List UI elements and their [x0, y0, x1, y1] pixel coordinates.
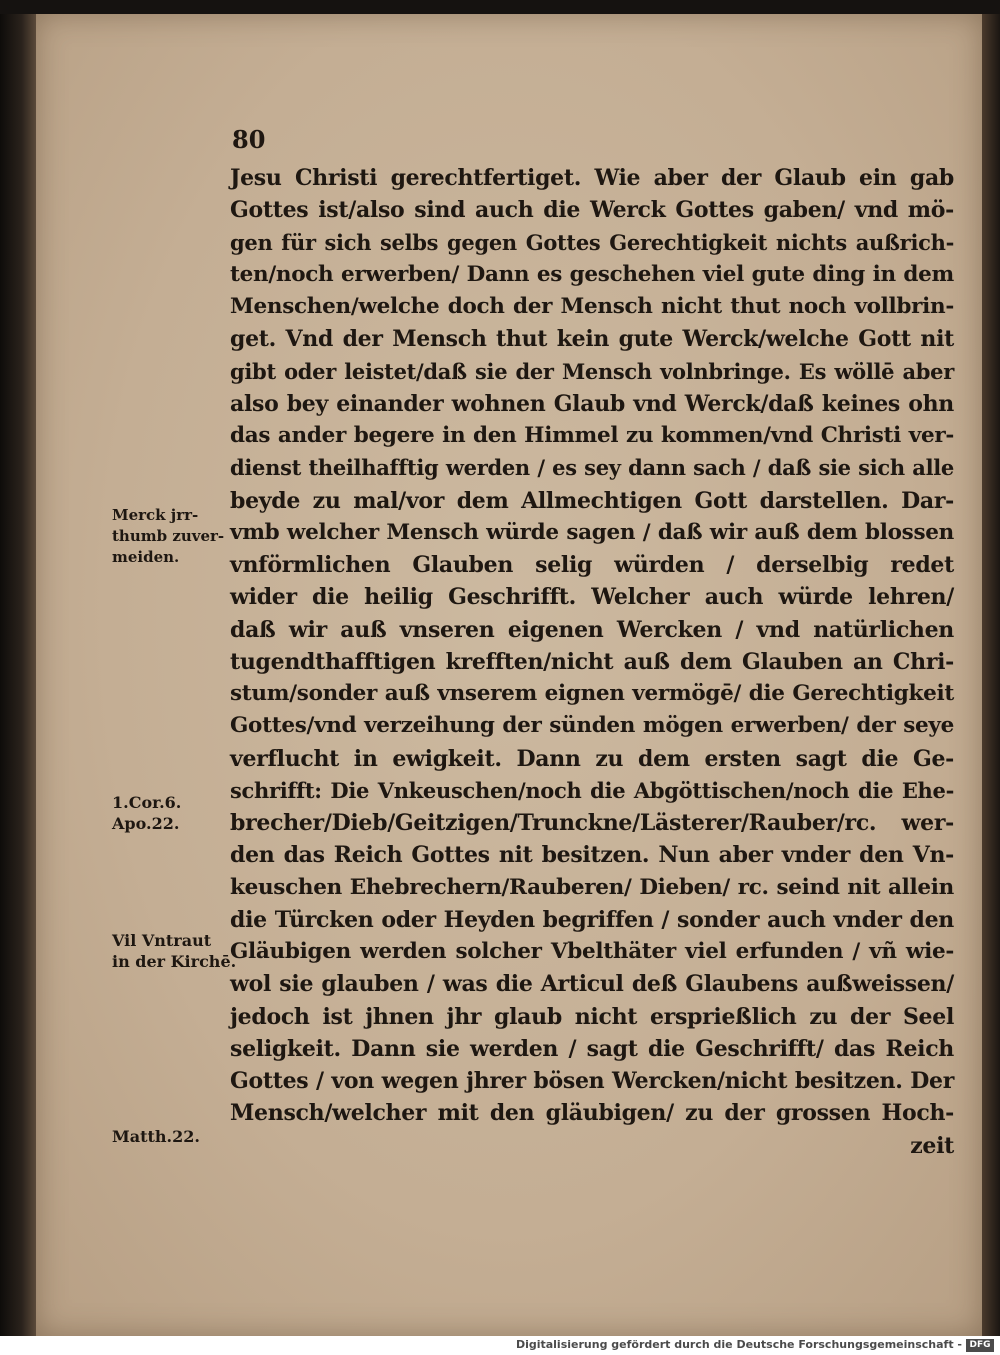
text-line: wider die heilig Geschrifft. Welcher auch würde lehren/ [230, 584, 954, 611]
text-line: get. Vnd der Mensch thut kein gute Werck/welche Gott nit [230, 326, 954, 353]
text-line: seligkeit. Dann sie werden / sagt die Geschrifft/ das Reich [230, 1035, 954, 1062]
text-line: verflucht in ewigkeit. Dann zu dem ersten sagt die Ge- [230, 745, 954, 772]
marginal-line: Vil Vntraut [112, 931, 212, 950]
text-line: dienst theilhafftig werden / es sey dann sach / daß sie sich alle [230, 455, 954, 481]
text-line: stum/sonder auß vnserem eignen vermögē/ die Gerechtigkeit [230, 681, 954, 706]
text-line: keuschen Ehebrechern/Rauberen/ Dieben/ rc. seind nit allein [230, 874, 954, 900]
marginal-note [112, 930, 252, 972]
text-line: Jesu Christi gerechtfertiget. Wie aber der Glaub ein gab [230, 165, 954, 191]
text-line: vmb welcher Mensch würde sagen / daß wir auß dem blossen [230, 519, 954, 545]
text-line: Menschen/welche doch der Mensch nicht thut noch vollbrin- [230, 294, 954, 319]
text-line: die Türcken oder Heyden begriffen / sonder auch vnder den [230, 906, 954, 933]
text-line: Gottes/vnd verzeihung der sünden mögen erwerben/ der seye [230, 713, 954, 739]
main-text-block [230, 162, 954, 1162]
book-binding [0, 14, 36, 1336]
marginal-line: in der Kirchē. [112, 952, 237, 971]
text-line: vnförmlichen Glauben selig würden / derselbig redet [230, 552, 954, 578]
text-line: beyde zu mal/vor dem Allmechtigen Gott darstellen. Dar- [230, 487, 954, 514]
text-line: wol sie glauben / was die Articul deß Glaubens außweissen/ [230, 971, 954, 998]
text-line: Mensch/welcher mit den gläubigen/ zu der grossen Hoch- [230, 1100, 954, 1127]
page-edge [982, 14, 1000, 1336]
marginal-line: meiden. [112, 548, 180, 566]
footer-credit: Digitalisierung gefördert durch die Deutsche Forschungsgemeinschaft - [515, 1338, 962, 1351]
page-number: 80 [232, 125, 266, 154]
dfg-logo-icon: DFG [966, 1339, 994, 1352]
text-line: jedoch ist jhnen jhr glaub nicht ersprießlich zu der Seel [230, 1003, 954, 1030]
marginal-line: 1.Cor.6. [112, 793, 182, 812]
text-line: den das Reich Gottes nit besitzen. Nun aber vnder den Vn- [230, 842, 954, 869]
text-line: daß wir auß vnseren eigenen Wercken / vnd natürlichen [230, 616, 954, 643]
text-line: das ander begere in den Himmel zu kommen/vnd Christi ver- [230, 423, 954, 448]
marginal-line: thumb zuver- [112, 527, 225, 545]
text-line: also bey einander wohnen Glaub vnd Werck/daß keines ohn [230, 390, 954, 417]
marginal-line: Merck jrr- [112, 506, 199, 524]
catchword: zeit [910, 1132, 954, 1159]
text-line: Gottes / von wegen jhrer bösen Wercken/nicht besitzen. Der [230, 1068, 954, 1094]
text-line: brecher/Dieb/Geitzigen/Trunckne/Lästerer/Rauber/rc. wer- [230, 810, 954, 836]
marginal-note [112, 505, 252, 568]
marginal-line: Matth.22. [112, 1127, 200, 1146]
text-line: gibt oder leistet/daß sie der Mensch volnbringe. Es wöllē aber [230, 358, 954, 384]
text-line: schrifft: Die Vnkeuschen/noch die Abgöttischen/noch die Ehe- [230, 777, 954, 803]
text-line: ten/noch erwerben/ Dann es geschehen viel gute ding in dem [230, 261, 954, 287]
text-line: gen für sich selbs gegen Gottes Gerechtigkeit nichts außrich- [230, 229, 954, 255]
marginal-reference [112, 1126, 252, 1147]
text-line: tugendthafftigen krefften/nicht auß dem Glauben an Chri- [230, 648, 954, 675]
text-line: Gläubigen werden solcher Vbelthäter viel erfunden / vñ wie- [230, 939, 954, 964]
marginal-line: Apo.22. [112, 814, 180, 833]
text-line: Gottes ist/also sind auch die Werck Gottes gaben/ vnd mö- [230, 197, 954, 224]
marginal-reference [112, 792, 252, 834]
